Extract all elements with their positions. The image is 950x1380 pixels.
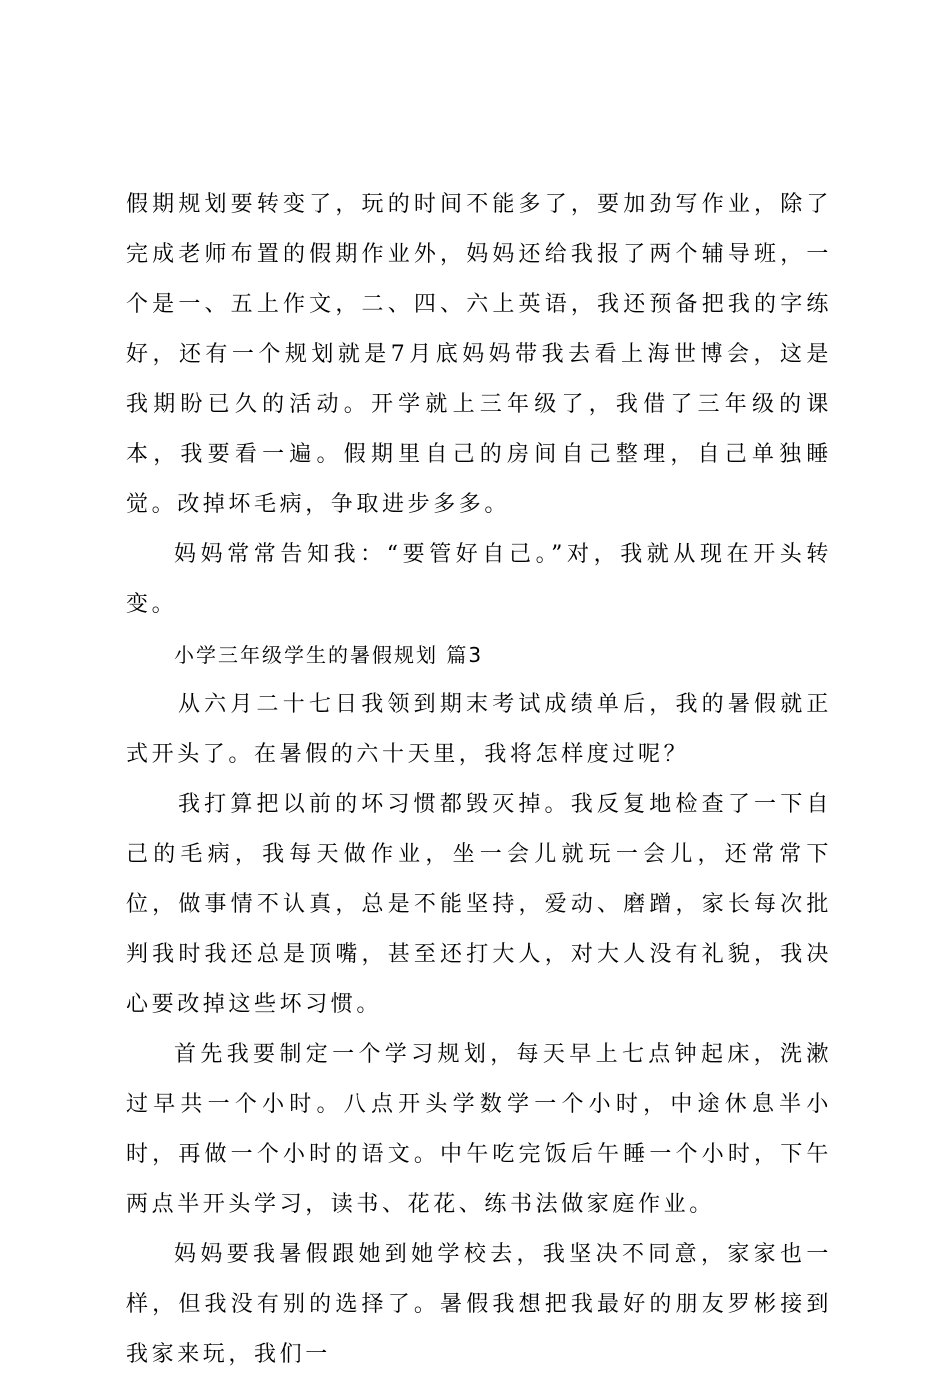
paragraph-bad-habits: 我打算把以前的坏习惯都毁灭掉。我反复地检查了一下自己的毛病，我每天做作业，坐一会儿就玩一会儿，还常常下位，做事情不认真，总是不能坚持，爱动、磨蹭，家长每次批判我时我还总是顶嘴，甚至还打大人，对大人没有礼貌，我决心要改掉这些坏习惯。 [126, 792, 832, 1017]
paragraph-mother-advice: 妈妈常常告知我：“要管好自己。”对，我就从现在开头转变。 [126, 542, 832, 617]
paragraph-school-visit: 妈妈要我暑假跟她到她学校去，我坚决不同意，家家也一样，但我没有别的选择了。暑假我想把我最好的朋友罗彬接到我家来玩，我们一 [126, 1242, 832, 1367]
document-page [126, 180, 832, 1380]
paragraph-summer-start: 从六月二十七日我领到期末考试成绩单后，我的暑假就正式开头了。在暑假的六十天里，我将怎样度过呢？ [126, 692, 832, 767]
section-title: 小学三年级学生的暑假规划 篇3 [174, 643, 484, 667]
paragraph-plan-change: 假期规划要转变了，玩的时间不能多了，要加劲写作业，除了完成老师布置的假期作业外，妈妈还给我报了两个辅导班，一个是一、五上作文，二、四、六上英语，我还预备把我的字练好，还有一个规划就是7月底妈妈带我去看上海世博会，这是我期盼已久的活动。开学就上三年级了，我借了三年级的课本，我要看一遍。假期里自己的房间自己整理，自己单独睡觉。改掉坏毛病，争取进步多多。 [126, 192, 832, 517]
paragraph-study-plan: 首先我要制定一个学习规划，每天早上七点钟起床，洗漱过早共一个小时。八点开头学数学一个小时，中途休息半小时，再做一个小时的语文。中午吃完饭后午睡一个小时，下午两点半开头学习，读书、花花、练书法做家庭作业。 [126, 1042, 832, 1217]
